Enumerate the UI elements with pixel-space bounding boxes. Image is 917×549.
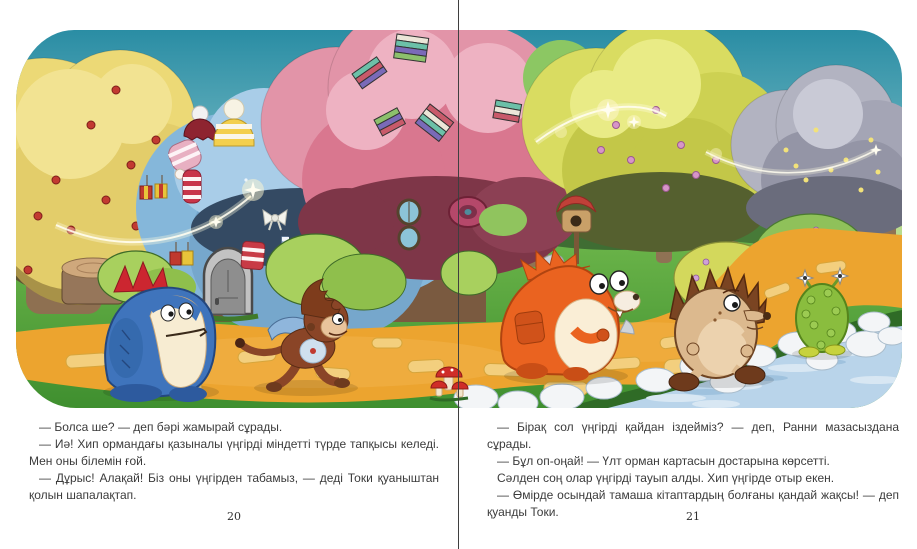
forest-illustration: [16, 30, 902, 408]
paragraph: — Бұл оп-оңай! — Үлт орман картасын достарына көрсетті.: [497, 454, 830, 468]
paragraph: — Иә! Хип ормандағы қазыналы үңгірді міндетті түрде тапқысы келеді. Мен оны білемін ғой.: [29, 437, 439, 468]
paragraph: — Дұрыс! Алақай! Біз оны үңгірден табамыз, — деді Токи қуаныштан қолын шапалақтап.: [29, 471, 439, 502]
page-divider: [458, 0, 459, 549]
page-left-text: [29, 419, 439, 504]
forest-scene: [16, 30, 902, 408]
red-striped-sock: [183, 170, 201, 203]
paragraph: — Өмірде осындай тамаша кітаптардың болғаны қандай жақсы! — деп қуанды Токи.: [487, 488, 899, 519]
paragraph: — Бірақ сол үңгірді қайдан іздейміз? — деп, Ранни мазасыздана сұрады.: [487, 420, 899, 451]
page-number-left: 20: [227, 510, 241, 523]
paragraph: Сәлден соң олар үңгірді тауып алды. Хип үңгірде отыр екен.: [497, 471, 835, 485]
page-number-right: 21: [686, 510, 700, 523]
page-right-text: [487, 419, 899, 521]
paragraph: — Болса ше? — деп бәрі жамырай сұрады.: [39, 420, 283, 434]
striped-cloth: [241, 241, 265, 270]
